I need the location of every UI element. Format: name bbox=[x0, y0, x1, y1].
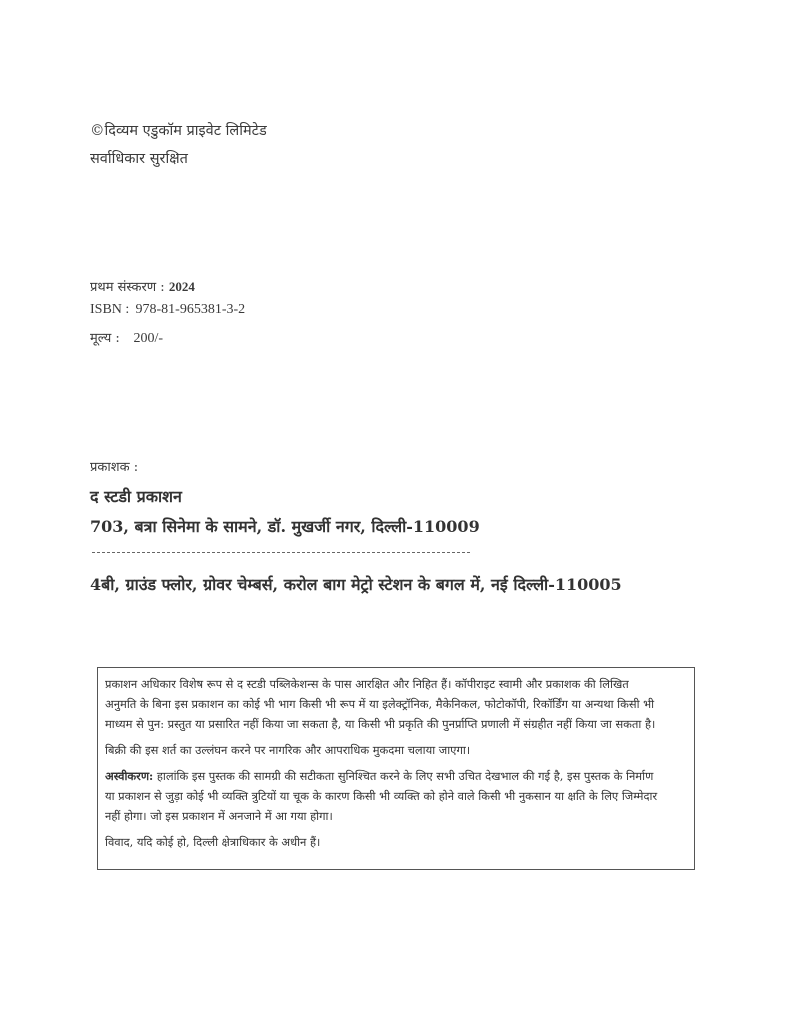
edition-label: प्रथम संस्करण : bbox=[90, 280, 169, 295]
isbn-value: 978-81-965381-3-2 bbox=[135, 302, 246, 317]
sale-condition-paragraph bbox=[105, 740, 687, 760]
text-line: माध्यम से पुन: प्रस्तुत या प्रसारित नहीं किया जा सकता है, या किसी भी प्रकृति की पुनर्प्राप्ति प्रणाली में संग्रहीत नहीं किया जा सकता है। bbox=[105, 717, 656, 731]
dashed-divider bbox=[92, 552, 470, 553]
text-line: अनुमति के बिना इस प्रकाशन का कोई भी भाग किसी भी रूप में या इलेक्ट्रॉनिक, मैकेनिकल, फोटोकॉपी, रिकॉर्डिंग या अन्यथा किसी भी bbox=[105, 697, 655, 711]
text-line: प्रकाशन अधिकार विशेष रूप से द स्टडी पब्लिकेशन्स के पास आरक्षित और निहित हैं। कॉपीराइट स्वामी और प्रकाशक की लिखित bbox=[105, 677, 629, 691]
price-label: मूल्य : bbox=[90, 331, 120, 346]
disclaimer-text: हालांकि इस पुस्तक की सामग्री की सटीकता सुनिश्चित करने के लिए सभी उचित देखभाल की गई है, इस पुस्तक के निर्माण bbox=[153, 769, 654, 783]
text-line: या प्रकाशन से जुड़ा कोई भी व्यक्ति त्रुटियों या चूक के कारण किसी भी व्यक्ति को होने वाले किसी भी नुकसान या क्षति के लिए जिम्मेदार bbox=[105, 789, 658, 803]
price-line bbox=[90, 328, 163, 347]
edition-year: 2024 bbox=[168, 279, 195, 294]
text-line: नहीं होगा। जो इस प्रकाशन में अनजाने में आ गया होगा। bbox=[105, 809, 333, 823]
publisher-address-2: 4बी, ग्राउंड फ्लोर, ग्रोवर चेम्बर्स, करोल बाग मेट्रो स्टेशन के बगल में, नई दिल्ली-110005 bbox=[90, 575, 622, 594]
text-line: बिक्री की इस शर्त का उल्लंघन करने पर नागरिक और आपराधिक मुकदमा चलाया जाएगा। bbox=[105, 743, 471, 757]
jurisdiction-paragraph bbox=[105, 832, 687, 852]
publisher-label: प्रकाशक : bbox=[90, 460, 139, 475]
text-line: विवाद, यदि कोई हो, दिल्ली क्षेत्राधिकार के अधीन हैं। bbox=[105, 835, 321, 849]
price-value: 200/- bbox=[133, 331, 164, 346]
edition-line bbox=[90, 277, 195, 295]
publisher-address-1: 703, बत्रा सिनेमा के सामने, डॉ. मुखर्जी नगर, दिल्ली-110009 bbox=[90, 517, 480, 536]
text-line bbox=[105, 766, 687, 786]
disclaimer-paragraph bbox=[105, 766, 687, 826]
legal-notice-box bbox=[97, 667, 695, 870]
isbn-label: ISBN : bbox=[90, 302, 130, 317]
copyright-notice: ©दिव्यम एडुकॉम प्राइवेट लिमिटेड bbox=[90, 123, 267, 139]
disclaimer-label: अस्वीकरण: bbox=[105, 769, 154, 783]
rights-reserved: सर्वाधिकार सुरक्षित bbox=[90, 151, 188, 167]
publisher-name: द स्टडी प्रकाशन bbox=[90, 487, 182, 506]
isbn-line bbox=[90, 302, 245, 318]
copyright-paragraph bbox=[105, 674, 687, 734]
